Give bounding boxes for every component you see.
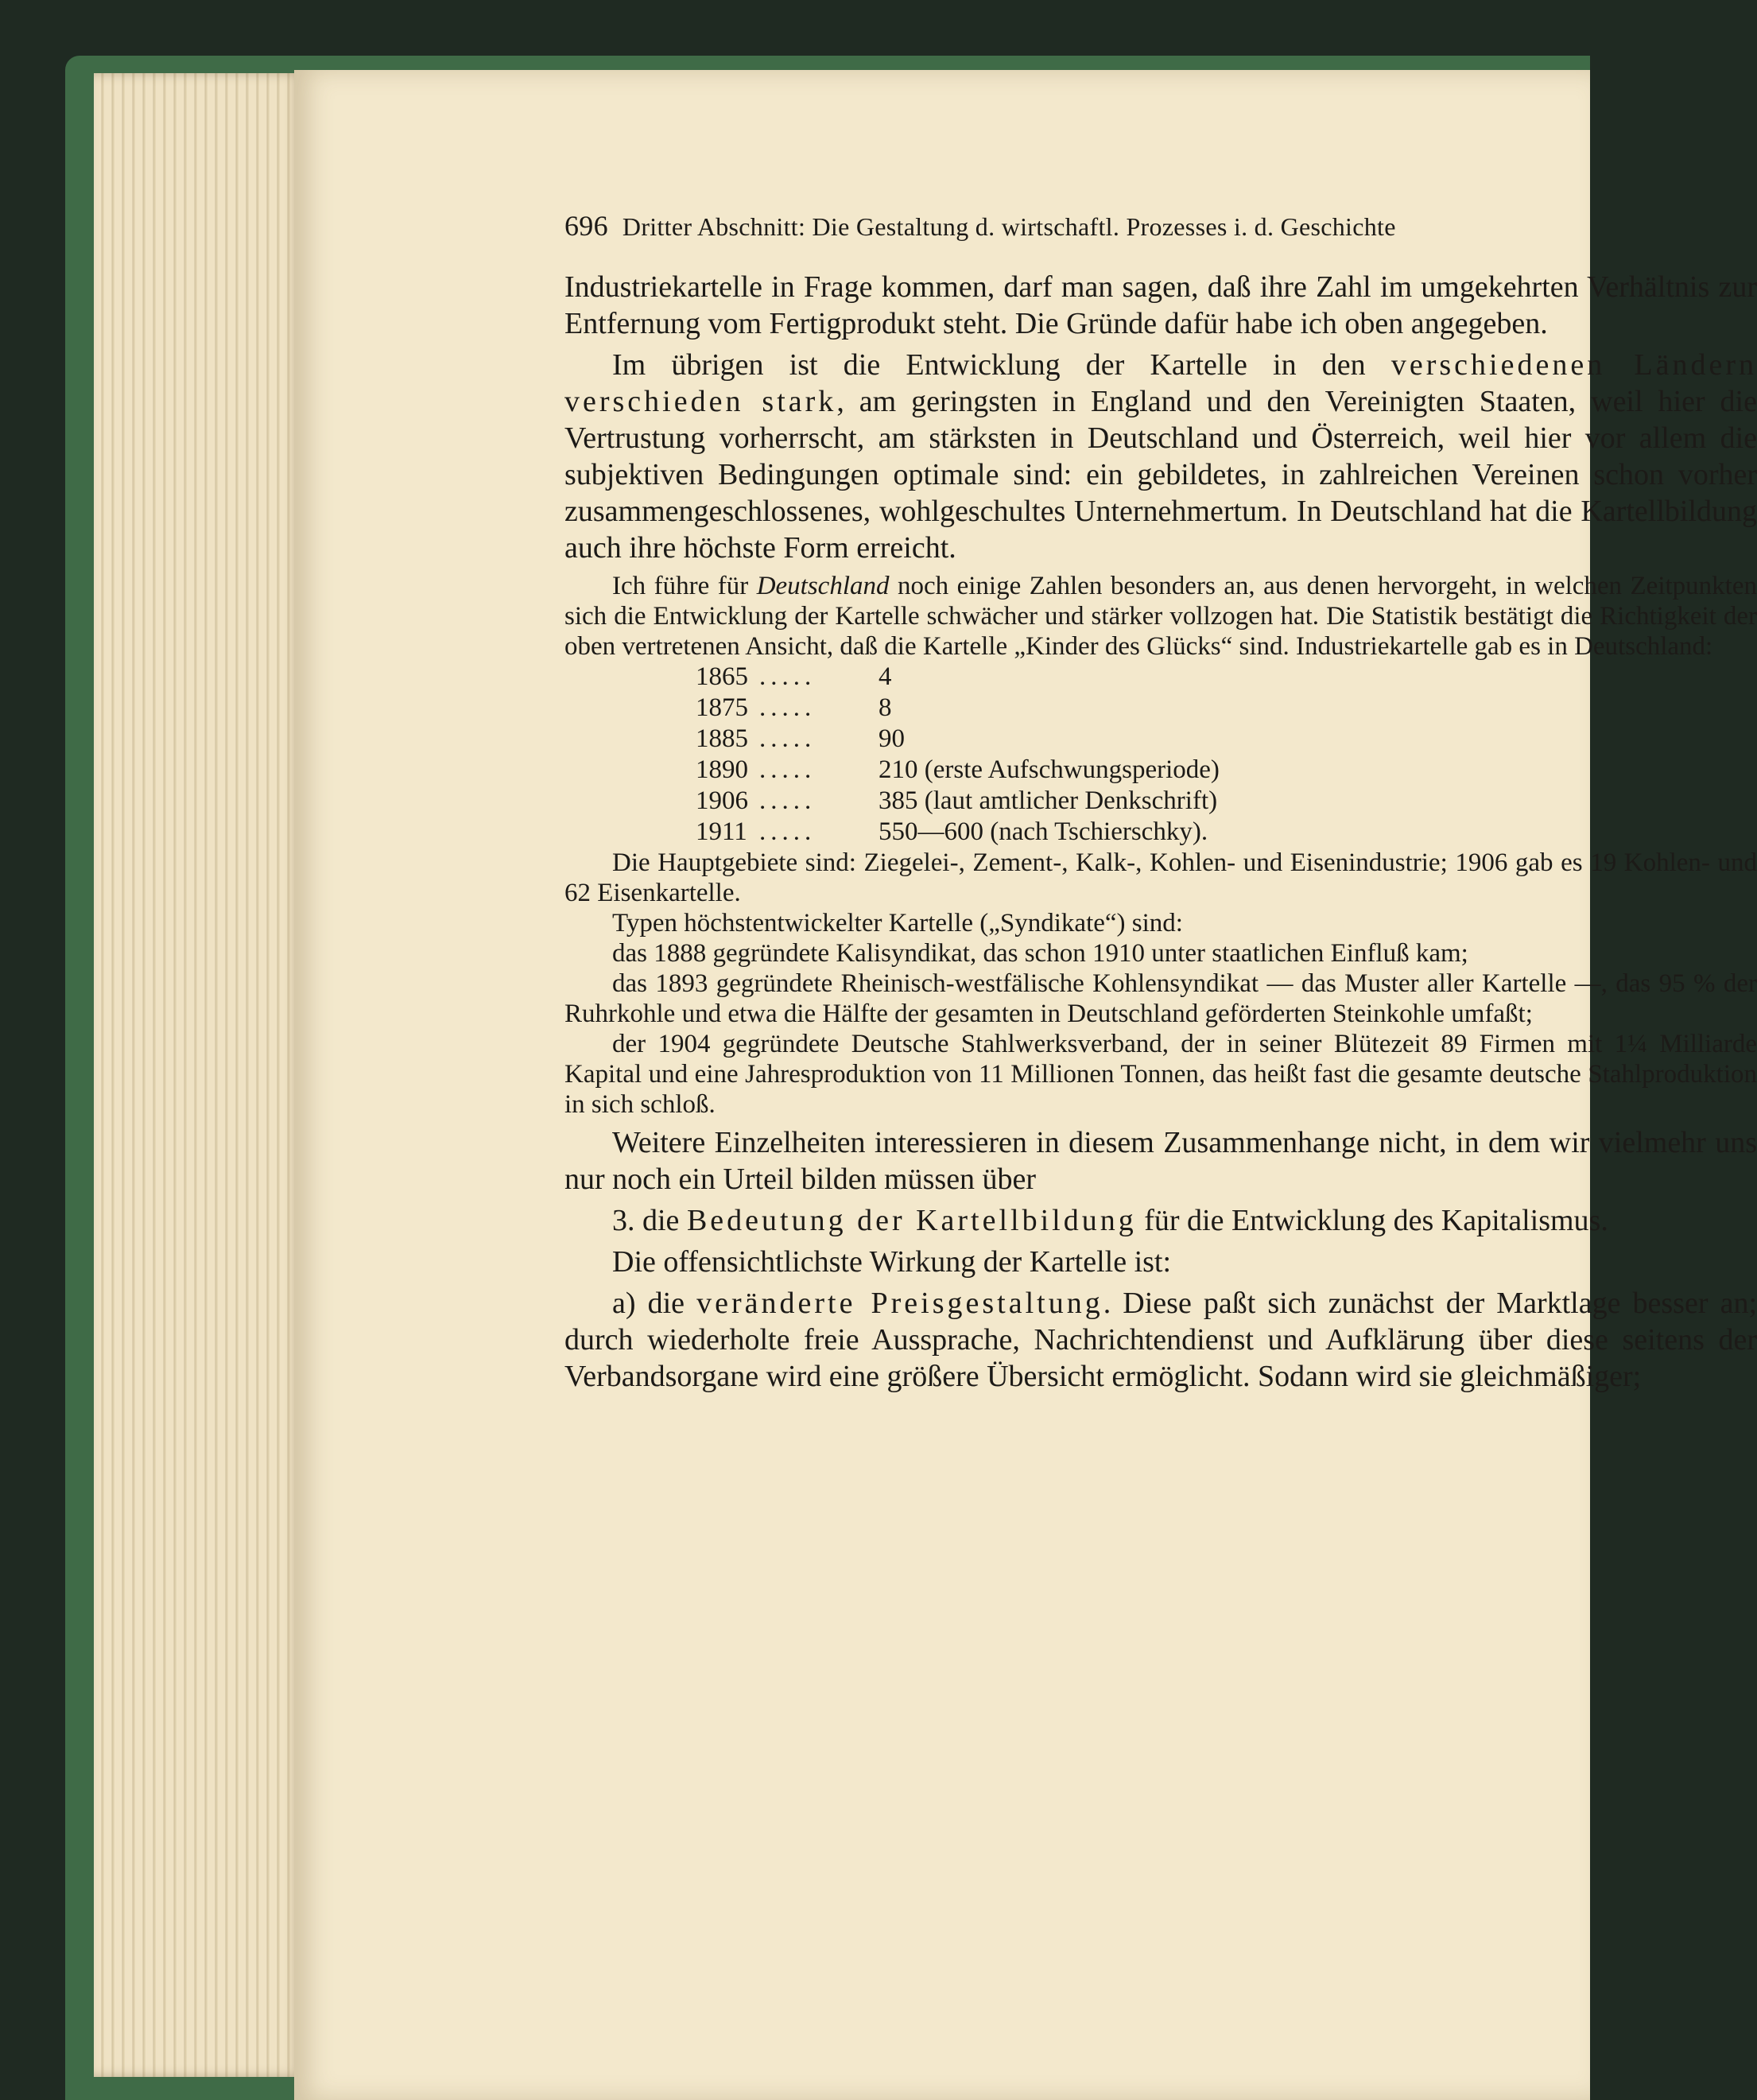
paragraph-12 (564, 1285, 1757, 1395)
paragraph-2-end: , am geringsten in England und den Vereinigten Staaten, weil hier die Vertrustung vorherrscht, am stärksten in Deutschland und Österreich, weil hier vor allem die subjektiven Bedingungen optimale sind: ein gebildetes, in zahlreichen Vereinen schon vorher zusammengeschlossenes, wohlgeschultes Unternehmertum. In Deutschland hat die Kartellbildung auch ihre höchste Form erreicht. (564, 385, 1757, 565)
paragraph-1: Industriekartelle in Frage kommen, darf man sagen, daß ihre Zahl im umgekehrten Verhältnis zur Entfernung vom Fertigprodukt steht. Die Gründe dafür habe ich oben angegeben. (564, 270, 1757, 340)
page-edges (94, 73, 302, 2077)
table-row (696, 786, 1757, 817)
paragraph-10-start: 3. die (612, 1204, 687, 1237)
table-dots: ..... (759, 724, 816, 753)
book-page (294, 70, 1757, 2100)
table-year: 1865 (696, 662, 748, 691)
paragraph-7: das 1893 gegründete Rheinisch-westfälische Kohlensyndikat — das Muster aller Kartelle —, das 95 % der Ruhrkohle und etwa die Hälfte der gesamten in Deutschland geförderten Steinkohle umfaßt; (564, 969, 1757, 1028)
paragraph-2 (564, 347, 1757, 566)
table-row (696, 755, 1757, 786)
table-row (696, 693, 1757, 724)
table-row (696, 817, 1757, 848)
paragraph-12-start: a) die (612, 1287, 697, 1320)
paragraph-10-spaced: Bedeutung der Kartellbildung (686, 1204, 1137, 1237)
paragraph-8: der 1904 gegründete Deutsche Stahlwerksverband, der in seiner Blütezeit 89 Firmen mit 1¼ Milliarde Kapital und eine Jahresproduktion von 11 Millionen Tonnen, das heißt fast die gesamte deutsche Stahlproduktion in sich schloß. (564, 1030, 1757, 1119)
page-number: 696 (564, 210, 608, 242)
paragraph-4: Die Hauptgebiete sind: Ziegelei-, Zement-, Kalk-, Kohlen- und Eisenindustrie; 1906 gab es 19 Kohlen- und 62 Eisenkartelle. (564, 848, 1757, 907)
paragraph-12-end: . Diese paßt sich zunächst der Marktlage besser an; durch wiederholte freie Aussprache, Nachrichtendienst und Aufklärung über diese seitens der Verbandsorgane wird eine größere Übersicht ermöglicht. Sodann wird sie gleichmäßiger; (564, 1287, 1757, 1393)
table-count: 8 (878, 693, 892, 722)
running-head (564, 209, 1757, 249)
paragraph-12-spaced: veränderte Preisgestaltung (696, 1287, 1103, 1320)
cartel-count-table (696, 662, 1757, 848)
running-title: Dritter Abschnitt: Die Gestaltung d. wirtschaftl. Prozesses i. d. Geschichte (622, 212, 1396, 241)
table-year: 1875 (696, 693, 748, 722)
table-year: 1911 (696, 817, 747, 846)
paragraph-11: Die offensichtlichste Wirkung der Kartelle ist: (612, 1245, 1172, 1279)
table-dots: ..... (759, 662, 816, 691)
table-dots: ..... (759, 817, 816, 846)
paragraph-5: Typen höchstentwickelter Kartelle („Syndikate“) sind: (612, 909, 1183, 937)
table-count: 4 (878, 662, 892, 691)
paragraph-6: das 1888 gegründete Kalisyndikat, das schon 1910 unter staatlichen Einfluß kam; (612, 939, 1468, 968)
paragraph-9: Weitere Einzelheiten interessieren in diesem Zusammenhange nicht, in dem wir vielmehr uns nur noch ein Urteil bilden müssen über (564, 1126, 1757, 1196)
table-row (696, 724, 1757, 755)
paragraph-10-end: für die Entwicklung des Kapitalismus. (1136, 1204, 1608, 1237)
table-count: 210 (erste Aufschwungsperiode) (878, 755, 1220, 784)
table-year: 1906 (696, 786, 748, 815)
paragraph-3-italic: Deutschland (756, 572, 890, 600)
table-dots: ..... (759, 693, 816, 722)
paragraph-2-start: Im übrigen ist die Entwicklung der Kartelle in den (612, 348, 1391, 382)
table-dots: ..... (759, 755, 816, 784)
paragraph-3-end: noch einige Zahlen besonders an, aus denen hervorgeht, in welchen Zeitpunkten sich die Entwicklung der Kartelle schwächer und stärker vollzogen hat. Die Statistik bestätigt die Richtigkeit der oben vertretenen Ansicht, daß die Kartelle „Kinder des Glücks“ sind. Industriekartelle gab es in Deutschland: (564, 572, 1757, 661)
table-count: 90 (878, 724, 905, 753)
table-year: 1885 (696, 724, 748, 753)
paragraph-10 (564, 1202, 1757, 1239)
table-count: 550—600 (nach Tschierschky). (878, 817, 1208, 846)
table-row (696, 662, 1757, 693)
table-count: 385 (laut amtlicher Denkschrift) (878, 786, 1218, 815)
paragraph-3-start: Ich führe für (612, 572, 757, 600)
paragraph-2-spaced: verschiedenen Ländern verschieden stark (564, 348, 1757, 418)
paragraph-3 (564, 571, 1757, 662)
body-text (564, 269, 1757, 1395)
table-year: 1890 (696, 755, 748, 784)
table-dots: ..... (759, 786, 816, 815)
